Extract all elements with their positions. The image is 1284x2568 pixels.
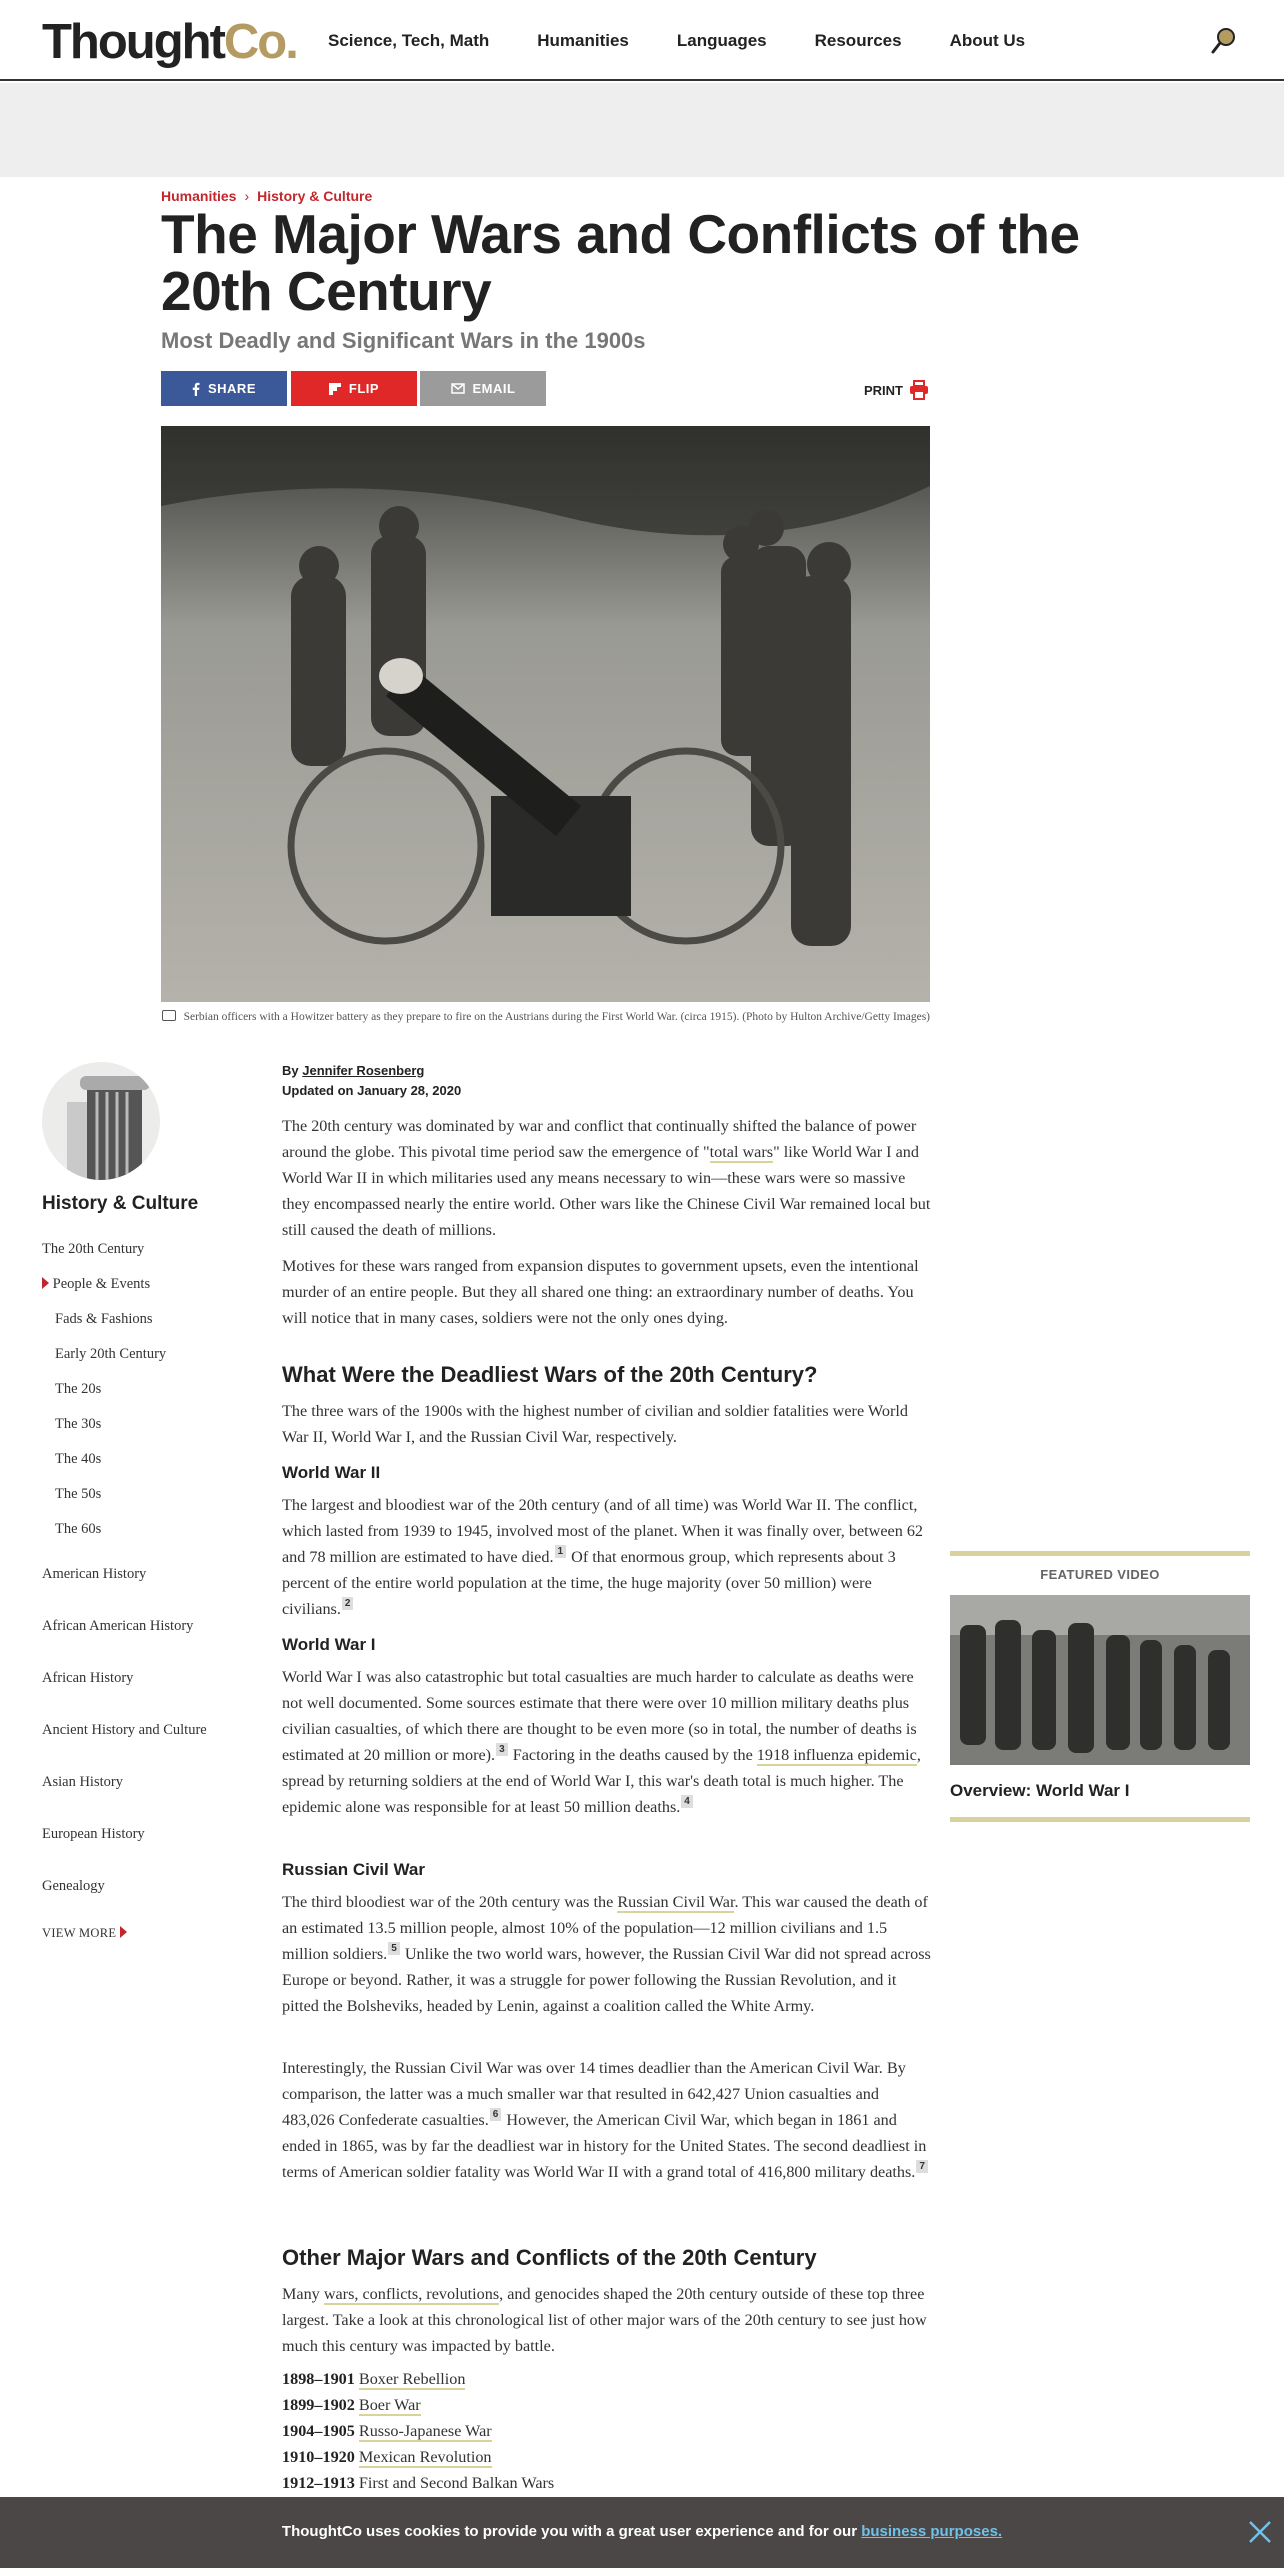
sidebar-item-30s[interactable]: The 30s [55,1416,102,1432]
page-subtitle: Most Deadly and Significant Wars in the 1900s [161,328,646,353]
war-link[interactable]: Mexican Revolution [358,2448,492,2466]
war-link[interactable]: Boxer Rebellion [358,2370,466,2388]
sidebar-item-label: People & Events [52,1276,151,1292]
sidebar-item-40s[interactable]: The 40s [55,1451,102,1467]
logo-main-text: Thought [42,15,224,69]
facebook-icon [192,382,200,396]
updated-date: Updated on January 28, 2020 [282,1083,462,1098]
envelope-icon [451,383,465,394]
text-run: Unlike the two world wars, however, the Russian Civil War did not spread across Europe or beyond. Rather, it was a struggle for power following the Russian Revolution, and it pitted the Bolsheviks, headed by Lenin, against a coalition called the White Army. [282,1945,931,2015]
breadcrumb-separator: › [244,188,250,204]
search-icon[interactable] [1210,26,1238,56]
war-name: First and Second Balkan Wars [358,2474,555,2492]
share-label: SHARE [207,381,256,396]
intro-paragraph-2: Motives for these wars ranged from expansion disputes to government upsets, even the intentional murder of an entire people. But they all shared one thing: an extraordinary number of deaths. You will notice that in many cases, soldiers were not the only ones dying. [282,1257,919,1327]
arrow-right-icon [120,1926,127,1938]
footnote-7[interactable]: 7 [916,2160,928,2173]
total-wars-link[interactable]: total wars [709,1143,774,1161]
war-years: 1898–1901 [282,2370,355,2388]
wars-conflicts-link[interactable]: wars, conflicts, revolutions [323,2285,500,2303]
sidebar-item-20s[interactable]: The 20s [55,1381,102,1397]
footnote-5[interactable]: 5 [388,1942,400,1955]
camera-icon [162,1010,176,1021]
intro-paragraph-1 [282,1113,932,1243]
influenza-epidemic-link[interactable]: 1918 influenza epidemic [756,1746,917,1764]
nav-science[interactable]: Science, Tech, Math [328,31,490,50]
sidebar-item-american-history[interactable]: American History [42,1566,147,1582]
footnote-4[interactable]: 4 [681,1795,693,1808]
russian-civil-war-link[interactable]: Russian Civil War [617,1893,735,1911]
ww2-paragraph [282,1492,932,1622]
byline-prefix: By [282,1063,299,1078]
business-purposes-link[interactable]: business purposes. [861,2523,1003,2540]
close-icon[interactable] [1247,2519,1273,2545]
war-link[interactable]: Russo-Japanese War [358,2422,492,2440]
war-years: 1912–1913 [282,2474,355,2492]
breadcrumb-history-culture[interactable]: History & Culture [257,188,373,204]
history-culture-column-icon [42,1062,160,1180]
heading-ww2: World War II [282,1463,381,1482]
cookie-message [0,2523,1284,2540]
logo-accent-text: Co. [223,15,297,69]
cookie-banner [0,2497,1284,2568]
rcw-paragraph [282,1889,932,2019]
featured-video-bottom-rule [950,1817,1250,1822]
war-years: 1904–1905 [282,2422,355,2440]
text-run: Factoring in the deaths caused by the [508,1746,757,1764]
sidebar-item-20th-century[interactable]: The 20th Century [42,1241,145,1257]
list-item [282,2422,492,2441]
war-link[interactable]: Boer War [358,2396,421,2414]
breadcrumb [161,188,372,204]
text-run: The third bloodiest war of the 20th century was the [282,1893,618,1911]
nav-resources[interactable]: Resources [814,31,902,50]
flipboard-icon [329,383,341,395]
deadliest-paragraph: The three wars of the 1900s with the highest number of civilian and soldier fatalities were World War II, World War I, and the Russian Civil War, respectively. [282,1402,908,1446]
nav-languages[interactable]: Languages [676,31,767,50]
footnote-3[interactable]: 3 [496,1743,508,1756]
text-run: . This war caused the death of an estimated 13.5 million people, almost 10% of the population—12 million civilians and 1.5 million soldiers. [282,1893,928,1963]
text-run: Of that enormous group, which represents about 3 percent of the entire world population at the time, the huge majority (over 50 million) were civilians. [282,1548,896,1618]
printer-icon [909,380,929,400]
ww1-paragraph [282,1664,932,1820]
text-run: " like World War I and World War II in which militaries used any means necessary to win—these wars were so massive they encompassed nearly the entire world. Other wars like the Chinese Civil War remained local but still caused the death of millions. [282,1143,931,1239]
view-more-label: VIEW MORE [42,1926,117,1940]
soldiers-marching-thumbnail [950,1595,1250,1765]
heading-russian-civil-war: Russian Civil War [282,1860,425,1879]
sidebar-item-ancient-history[interactable]: Ancient History and Culture [42,1722,207,1738]
cookie-text: ThoughtCo uses cookies to provide you with a great user experience and for our [281,2523,862,2540]
sidebar-item-60s[interactable]: The 60s [55,1521,102,1537]
heading-other-wars: Other Major Wars and Conflicts of the 20th Century [282,2245,817,2270]
footnote-2[interactable]: 2 [342,1597,354,1610]
email-share-button[interactable] [420,371,546,406]
text-run: , spread by returning soldiers at the end of World War I, this war's death total is much higher. The epidemic alone was responsible for at least 50 million deaths. [282,1746,921,1816]
print-label: PRINT [864,382,903,398]
site-header [0,0,1284,81]
sidebar-item-early-20th[interactable]: Early 20th Century [55,1346,167,1362]
list-item [282,2370,465,2389]
sidebar-item-asian-history[interactable]: Asian History [42,1774,123,1790]
text-run: World War I was also catastrophic but total casualties are much harder to calculate as deaths were not well documented. Some sources estimate that there were over 10 million military deaths plus civilian casualties, of which there are thought to be even more (so in total, the number of deaths is estimated at 20 million or more). [282,1668,917,1764]
print-button[interactable] [864,380,929,400]
author-link[interactable]: Jennifer Rosenberg [302,1063,425,1078]
featured-video-label: FEATURED VIDEO [1040,1567,1160,1582]
text-run: However, the American Civil War, which began in 1861 and ended in 1865, was by far the deadliest war in history for the United States. The second deadliest in terms of American soldier fatality was World War II with a grand total of 416,800 military deaths. [282,2111,927,2181]
featured-video-top-rule [950,1551,1250,1556]
sidebar-item-genealogy[interactable]: Genealogy [42,1878,105,1894]
nav-humanities[interactable]: Humanities [537,31,629,50]
sidebar-item-african-american-history[interactable]: African American History [42,1618,194,1634]
sidebar-item-50s[interactable]: The 50s [55,1486,102,1502]
breadcrumb-humanities[interactable]: Humanities [161,188,237,204]
heading-ww1: World War I [282,1635,376,1654]
view-more-link[interactable] [42,1926,127,1941]
text-run: Interestingly, the Russian Civil War was over 14 times deadlier than the American Civil War. By comparison, the latter was a much smaller war that resulted in 642,427 Union casualties and 483,026 Confederate casualties. [282,2059,906,2129]
featured-video-title[interactable]: Overview: World War I [950,1781,1130,1800]
photo-caption [161,1008,930,1026]
sidebar-item-fads-fashions[interactable]: Fads & Fashions [55,1311,153,1327]
ad-banner [0,83,1284,177]
other-wars-paragraph [282,2281,932,2359]
caption-text: Serbian officers with a Howitzer battery as they prepare to fire on the Austrians during the First World War. (circa 1915). (Photo by Hulton Archive/Getty Images) [183,1011,930,1023]
text-run: The largest and bloodiest war of the 20th century (and of all time) was World War II. The conflict, which lasted from 1939 to 1945, involved most of the planet. When it was finally over, between 62 and 78 million are estimated to have died. [282,1496,924,1566]
sidebar-item-people-events[interactable] [42,1276,150,1293]
nav-about[interactable]: About Us [949,31,1026,50]
rcw-comparison-paragraph [282,2055,932,2185]
sidebar-item-european-history[interactable]: European History [42,1826,145,1842]
footnote-1[interactable]: 1 [555,1545,567,1558]
sidebar-item-african-history[interactable]: African History [42,1670,134,1686]
text-run: Many [282,2285,324,2303]
email-label: EMAIL [472,381,516,396]
text-run: The 20th century was dominated by war and conflict that continually shifted the balance of power around the globe. This pivotal time period saw the emergence of " [282,1117,917,1161]
text-run: , and genocides shaped the 20th century outside of these top three largest. Take a look at this chronological list of other major wars of the 20th century to see just how much this century was impacted by battle. [282,2285,927,2355]
facebook-share-button[interactable] [161,371,287,406]
site-logo[interactable] [42,14,297,70]
active-indicator-icon [42,1277,49,1289]
sidebar-title: History & Culture [42,1193,199,1214]
footnote-6[interactable]: 6 [490,2108,502,2121]
hero-photo [161,426,930,1002]
flip-label: FLIP [348,381,380,396]
war-years: 1899–1902 [282,2396,355,2414]
main-nav [328,31,1025,51]
list-item [282,2474,554,2493]
page-title: The Major Wars and Conflicts of the 20th Century [161,203,1080,322]
heading-deadliest-wars: What Were the Deadliest Wars of the 20th Century? [282,1362,818,1387]
war-years: 1910–1920 [282,2448,355,2466]
featured-video-thumbnail[interactable] [950,1595,1250,1765]
list-item [282,2396,421,2415]
list-item [282,2448,492,2467]
flipboard-share-button[interactable] [291,371,417,406]
byline [282,1063,424,1078]
howitzer-photo-illustration [161,426,930,1002]
